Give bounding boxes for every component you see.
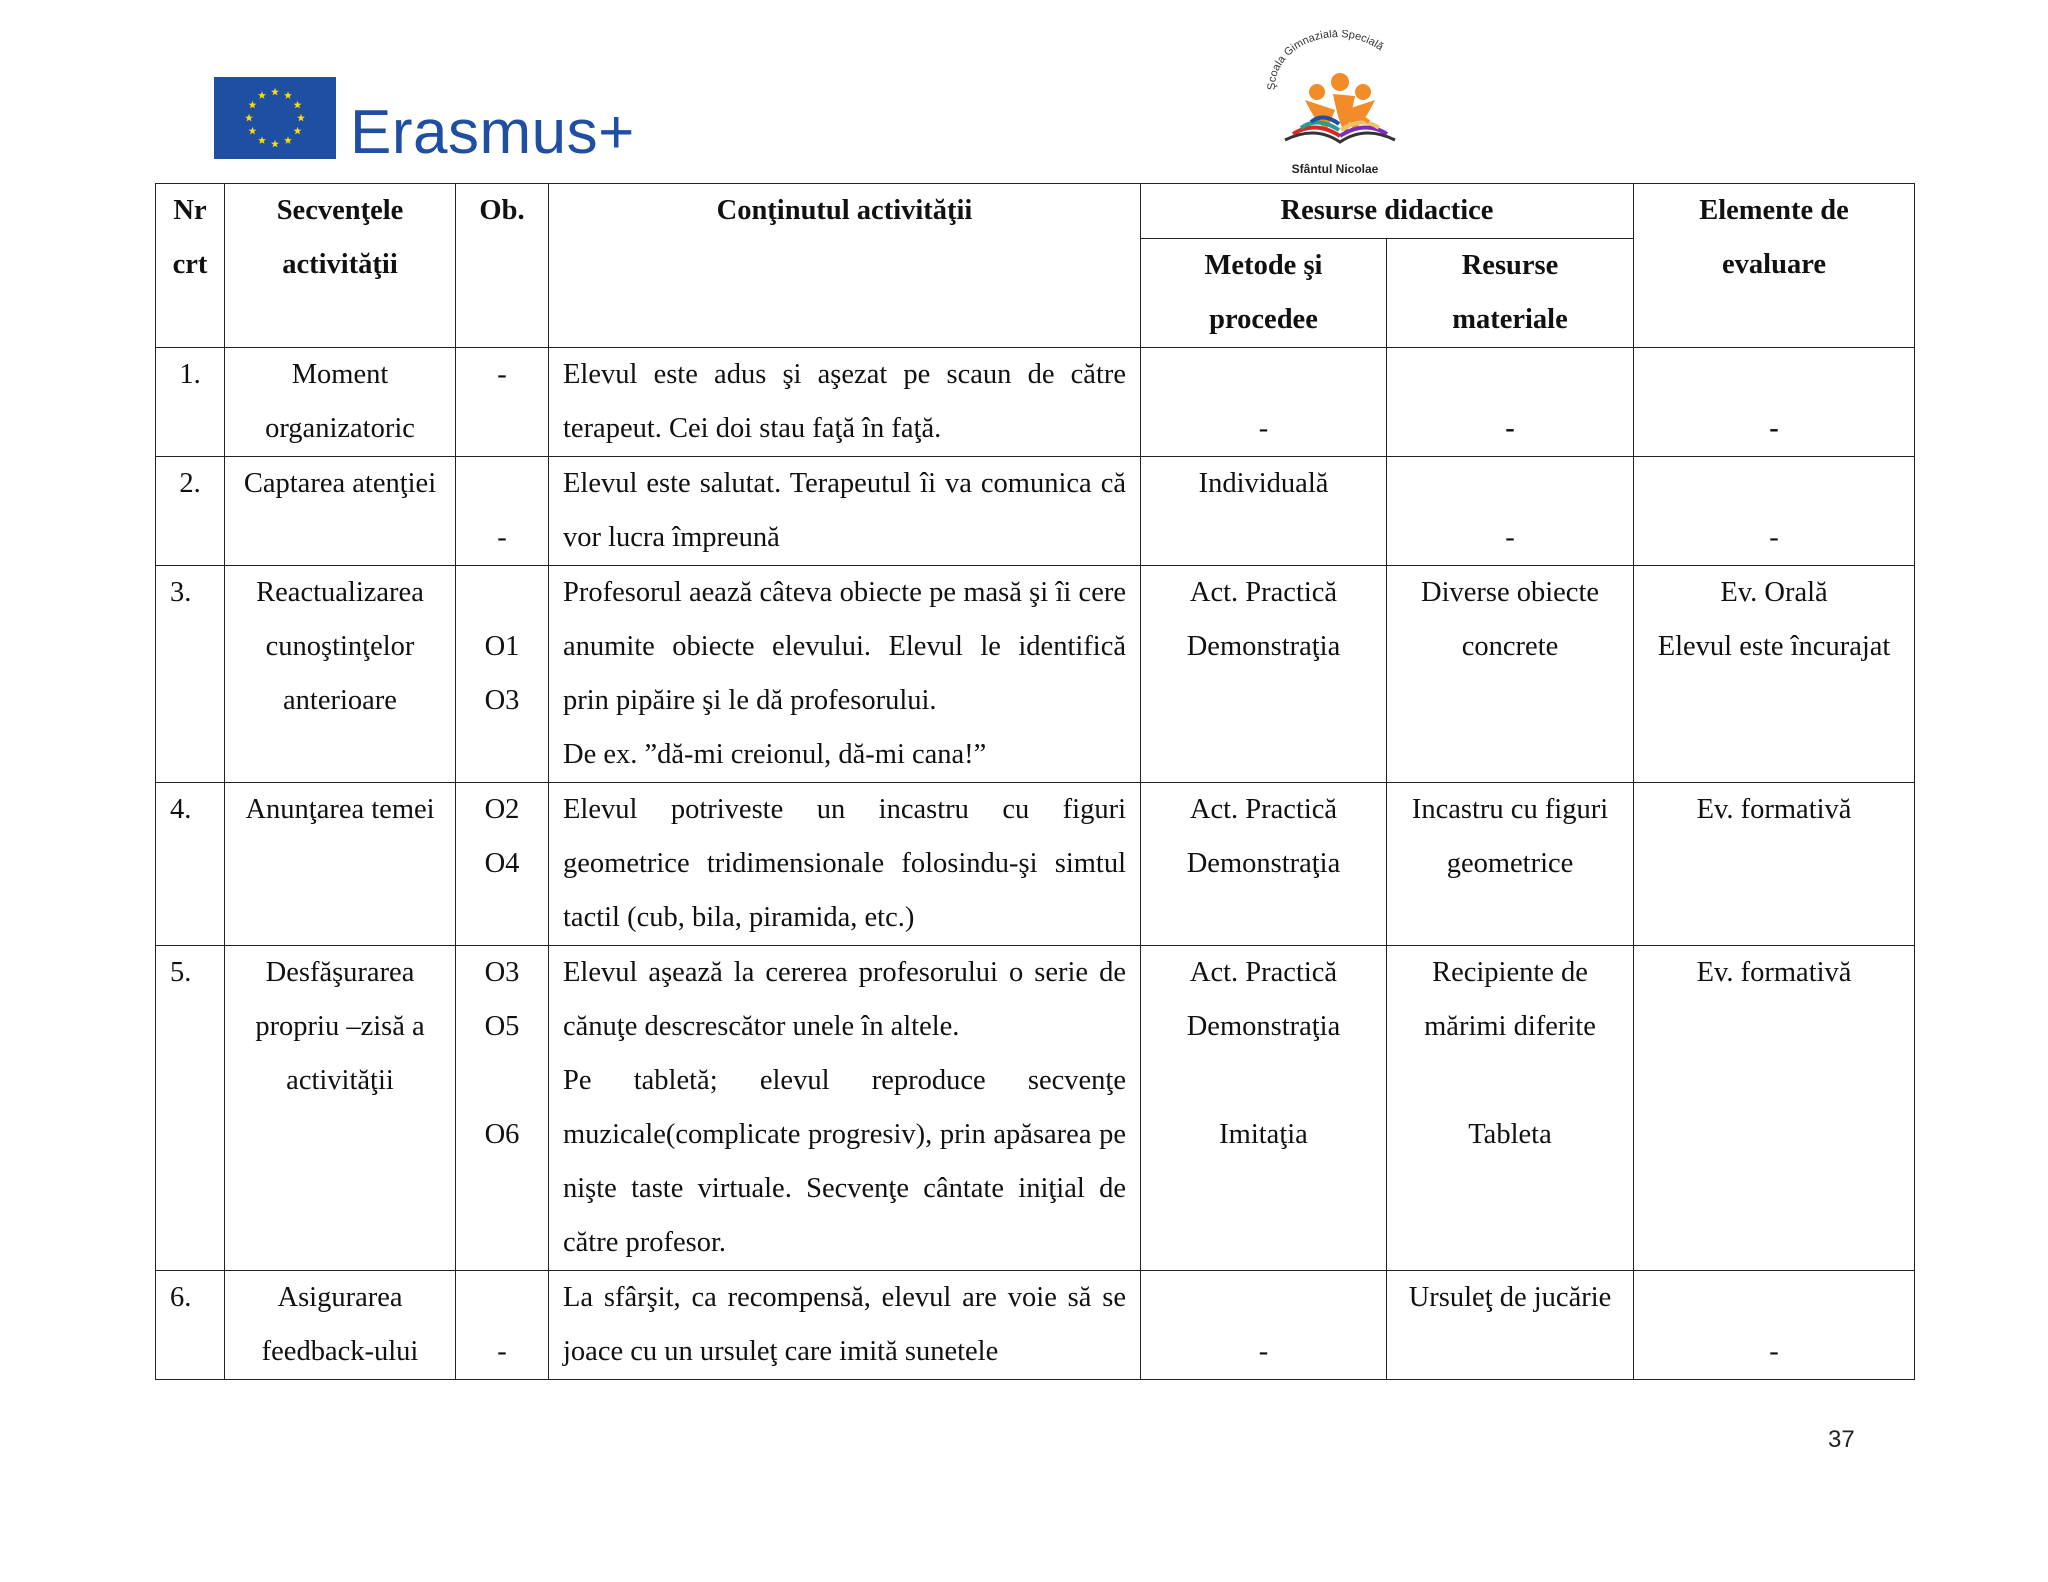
table-row xyxy=(156,783,1915,946)
row-secventa: Asigurarea feedback-ului xyxy=(225,1271,456,1380)
lesson-plan-table xyxy=(155,183,1915,1380)
row-metode: Individuală xyxy=(1141,457,1387,566)
row-metode xyxy=(1141,946,1387,1271)
row-secventa: Captarea atenţiei xyxy=(225,457,456,566)
continut-main: Elevul aşează la cererea profesorului o serie de cănuţe descrescător unele în altele. xyxy=(563,957,1126,1042)
row-continut: Elevul este salutat. Terapeutul îi va comunica că vor lucra împreună xyxy=(549,457,1141,566)
table-row xyxy=(156,457,1915,566)
row-continut: Elevul potriveste un incastru cu figuri geometrice tridimensionale folosindu-şi simtul tactil (cub, bila, piramida, etc.) xyxy=(549,783,1141,946)
eu-star-icon xyxy=(284,136,292,144)
header-resurse: Resurse didactice xyxy=(1141,184,1634,239)
metoda-item: Demonstraţia xyxy=(1186,1011,1341,1042)
continut-main: Profesorul aează câteva obiecte pe masă şi îi cere anumite obiecte elevului. Elevul le identifică prin pipăire şi le dă profesorului. xyxy=(563,577,1126,716)
ob-item: O3 xyxy=(484,957,520,988)
row-materiale xyxy=(1387,946,1634,1271)
ob-item: O6 xyxy=(484,1119,520,1150)
table-row xyxy=(156,946,1915,1271)
ob-item: O3 xyxy=(484,685,520,716)
header-continut: Conţinutul activităţii xyxy=(549,184,1141,348)
metoda-item: Demonstraţia xyxy=(1186,848,1341,879)
row-continut: La sfârşit, ca recompensă, elevul are voie să se joace cu un ursuleţ care imită sunetele xyxy=(549,1271,1141,1380)
row-secventa: Moment organizatoric xyxy=(225,348,456,457)
header-evaluare: Elemente de evaluare xyxy=(1634,184,1915,348)
school-name: Sfântul Nicolae xyxy=(1291,162,1379,176)
metoda-item: Act. Practică xyxy=(1189,577,1338,608)
eu-star-icon xyxy=(248,127,256,135)
metoda-item: Imitaţia xyxy=(1219,1119,1308,1150)
row-metode: - xyxy=(1141,348,1387,457)
row-evaluare: - xyxy=(1634,457,1915,566)
row-materiale: Diverse obiecte concrete xyxy=(1387,566,1634,783)
row-continut xyxy=(549,946,1141,1271)
eu-star-icon xyxy=(245,114,253,122)
evaluare-item: Elevul este încurajat xyxy=(1657,631,1891,662)
row-materiale: - xyxy=(1387,457,1634,566)
row-evaluare xyxy=(1634,566,1915,783)
eu-star-icon xyxy=(258,91,266,99)
row-ob xyxy=(456,566,549,783)
eu-star-icon xyxy=(248,101,256,109)
row-ob xyxy=(456,946,549,1271)
school-logo xyxy=(1255,30,1425,182)
eu-flag-icon xyxy=(214,77,336,159)
continut-extra: De ex. ”dă-mi creionul, dă-mi cana!” xyxy=(563,739,987,770)
table-row xyxy=(156,348,1915,457)
row-ob: - xyxy=(456,1271,549,1380)
eu-star-icon xyxy=(258,136,266,144)
row-nr: 6. xyxy=(156,1271,225,1380)
header-metode: Metode şi procedee xyxy=(1141,239,1387,348)
ob-item: O5 xyxy=(484,1011,520,1042)
row-materiale: Incastru cu figuri geometrice xyxy=(1387,783,1634,946)
row-evaluare: Ev. formativă xyxy=(1634,946,1915,1271)
row-continut xyxy=(549,566,1141,783)
row-materiale: - xyxy=(1387,348,1634,457)
row-evaluare: - xyxy=(1634,1271,1915,1380)
row-metode: - xyxy=(1141,1271,1387,1380)
eu-star-icon xyxy=(284,91,292,99)
ob-item: O2 xyxy=(484,794,520,825)
ob-item: O1 xyxy=(484,631,520,662)
row-nr: 2. xyxy=(156,457,225,566)
row-secventa: Anunţarea temei xyxy=(225,783,456,946)
header-nr: Nr crt xyxy=(156,184,225,348)
row-ob: - xyxy=(456,457,549,566)
continut-extra: Pe tabletă; elevul reproduce secvenţe muzicale(complicate progresiv), prin apăsarea pe nişte taste virtuale. Secvenţe cântate iniţial de către profesor. xyxy=(563,1065,1126,1258)
eu-star-icon xyxy=(294,127,302,135)
row-secventa: Desfăşurarea propriu –zisă a activităţii xyxy=(225,946,456,1271)
row-materiale: Ursuleţ de jucărie xyxy=(1387,1271,1634,1380)
ob-item: O4 xyxy=(484,848,520,879)
school-arc-text: Şcoala Gimnazială Specială xyxy=(1265,30,1386,91)
material-item: Recipiente de xyxy=(1432,957,1588,988)
eu-star-icon xyxy=(271,140,279,148)
header-row xyxy=(156,184,1915,239)
erasmus-wordmark: Erasmus+ xyxy=(350,98,635,167)
table-row xyxy=(156,1271,1915,1380)
header-ob: Ob. xyxy=(456,184,549,348)
row-continut: Elevul este adus şi aşezat pe scaun de către terapeut. Cei doi stau faţă în faţă. xyxy=(549,348,1141,457)
row-ob: - xyxy=(456,348,549,457)
row-nr: 5. xyxy=(156,946,225,1271)
material-item: Tableta xyxy=(1468,1119,1552,1150)
metoda-item: Act. Practică xyxy=(1189,794,1338,825)
row-ob xyxy=(456,783,549,946)
row-secventa: Reactualizarea cunoştinţelor anterioare xyxy=(225,566,456,783)
row-nr: 4. xyxy=(156,783,225,946)
row-metode xyxy=(1141,566,1387,783)
erasmus-logo xyxy=(214,72,635,167)
material-item: mărimi diferite xyxy=(1424,1011,1596,1042)
metoda-item: Demonstraţia xyxy=(1186,631,1341,662)
evaluare-item: Ev. Orală xyxy=(1720,577,1828,608)
row-evaluare: - xyxy=(1634,348,1915,457)
header-secvente: Secvenţele activităţii xyxy=(225,184,456,348)
metoda-item: Act. Practică xyxy=(1189,957,1338,988)
eu-star-icon xyxy=(294,101,302,109)
header-materiale: Resurse materiale xyxy=(1387,239,1634,348)
svg-text:Şcoala Gimnazială Specială xyxy=(1266,30,1386,90)
page-number: 37 xyxy=(1828,1426,1855,1453)
table-row xyxy=(156,566,1915,783)
row-nr: 3. xyxy=(156,566,225,783)
row-nr: 1. xyxy=(156,348,225,457)
eu-star-icon xyxy=(297,114,305,122)
row-metode xyxy=(1141,783,1387,946)
row-evaluare: Ev. formativă xyxy=(1634,783,1915,946)
eu-star-icon xyxy=(271,88,279,96)
